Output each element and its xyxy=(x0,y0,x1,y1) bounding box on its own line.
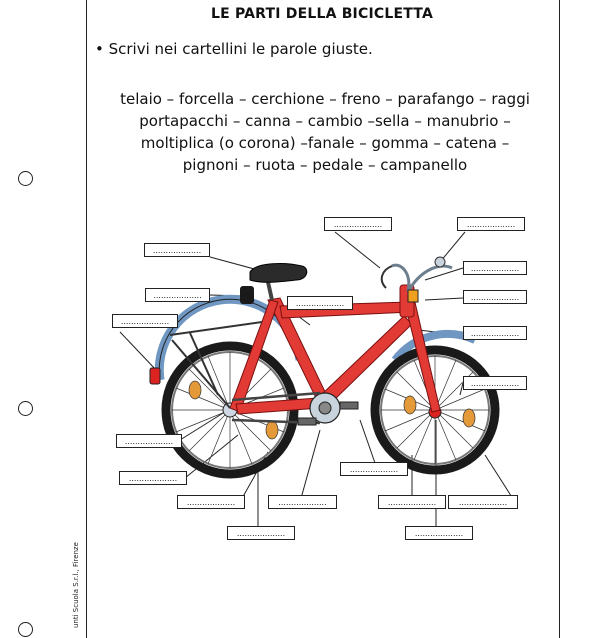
label-box[interactable]: ................... xyxy=(324,217,392,231)
word-bank-line: portapacchi – canna – cambio –sella – manubrio – xyxy=(139,112,511,130)
word-bank-line: moltiplica (o corona) –fanale – gomma – catena – xyxy=(140,134,510,152)
label-box[interactable]: ................... xyxy=(463,290,527,304)
label-box[interactable]: ................... xyxy=(145,288,210,302)
label-box[interactable]: ................... xyxy=(144,243,210,257)
label-box[interactable]: ................... xyxy=(227,526,295,540)
label-box[interactable]: ................... xyxy=(112,314,178,328)
word-bank-line: telaio – forcella – cerchione – freno – parafango – raggi xyxy=(120,90,530,108)
page-title: LE PARTI DELLA BICICLETTA xyxy=(211,6,433,22)
word-bank-line: pignoni – ruota – pedale – campanello xyxy=(182,156,468,174)
label-box[interactable]: ................... xyxy=(287,296,353,310)
label-box[interactable]: ................... xyxy=(340,462,408,476)
label-box[interactable]: ................... xyxy=(463,261,527,275)
label-box[interactable]: ................... xyxy=(448,495,518,509)
instruction-text: • Scrivi nei cartellini le parole giuste. xyxy=(95,40,373,58)
label-box[interactable]: ................... xyxy=(405,526,473,540)
label-box[interactable]: ................... xyxy=(378,495,446,509)
label-box[interactable]: ................... xyxy=(268,495,337,509)
label-box[interactable]: ................... xyxy=(177,495,245,509)
label-box[interactable]: ................... xyxy=(463,326,527,340)
handlebar xyxy=(382,257,452,302)
publisher-credit: unti Scuola S.r.l., Firenze xyxy=(72,542,80,628)
label-box[interactable]: ................... xyxy=(457,217,525,231)
label-box[interactable]: ................... xyxy=(116,434,182,448)
label-box[interactable]: ................... xyxy=(119,471,187,485)
label-box[interactable]: ................... xyxy=(463,376,527,390)
